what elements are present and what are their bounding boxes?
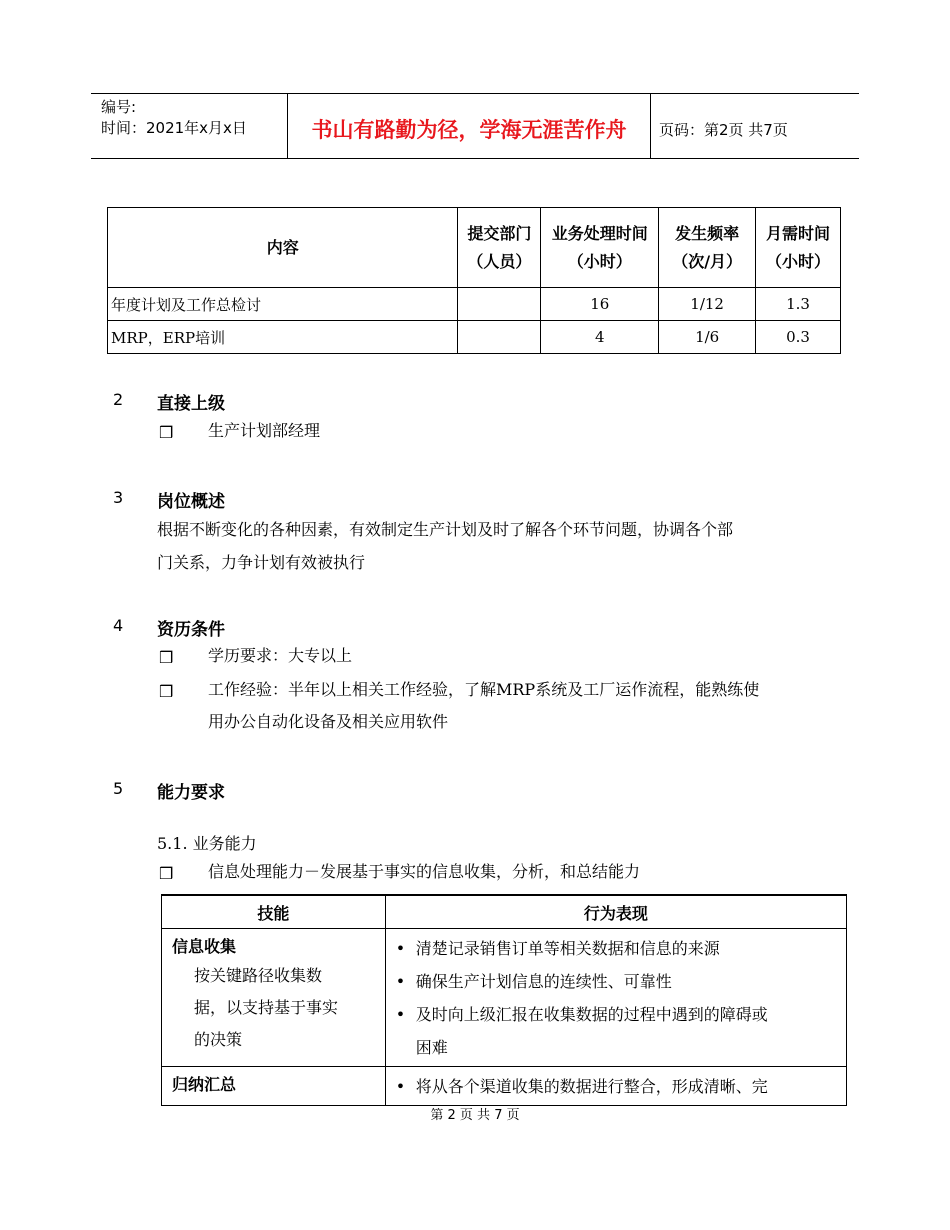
skill-description: 按关键路径收集数 据，以支持基于事实 的决策 [194,966,339,1049]
list-item: • 及时向上级汇报在收集数据的过程中遇到的障碍或 困难 [386,998,840,1064]
section-title-competency: 能力要求 [157,783,225,803]
qualification-experience: 工作经验：半年以上相关工作经验，了解MRP系统及工厂运作流程，能熟练使 用办公自动化设备及相关应用软件 [208,680,760,731]
list-item: • 确保生产计划信息的连续性、可靠性 [386,965,840,998]
cell-content: 年度计划及工作总检讨 [108,288,458,321]
col-header-time: 业务处理时间 （小时） [541,208,659,288]
col-header-skill: 技能 [162,895,386,929]
superior-item: 生产计划部经理 [208,421,321,440]
table-row [108,288,841,321]
header-divider [650,93,651,158]
skill-behavior-table [161,894,847,1106]
work-time-table [107,207,841,354]
col-header-content: 内容 [108,208,458,288]
cell-dept [458,288,541,321]
section-number: 2 [113,390,124,409]
table-header-row [108,208,841,288]
cell-time: 4 [541,321,659,354]
info-processing-item: 信息处理能力－发展基于事实的信息收集，分析，和总结能力 [208,862,641,881]
header-motto: 书山有路勤为径，学海无涯苦作舟 [311,118,627,142]
section-title-direct-superior: 直接上级 [157,394,225,414]
qualification-education: 学历要求：大专以上 [208,646,353,665]
behavior-cell [385,929,846,1067]
cell-monthly-time: 0.3 [756,321,841,354]
job-overview-text: 根据不断变化的各种因素，有效制定生产计划及时了解各个环节问题，协调各个部 门关系，力争计划有效被执行 [157,520,734,572]
col-header-behavior: 行为表现 [385,895,846,929]
list-item: • 将从各个渠道收集的数据进行整合，形成清晰、完 [386,1070,840,1103]
cell-monthly-time: 1.3 [756,288,841,321]
checkbox-icon: ❒ [159,648,174,667]
col-header-monthly-time: 月需时间 （小时） [756,208,841,288]
doc-time-label: 时间：2021年x月x日 [101,119,247,137]
page-footer: 第 2 页 共 7 页 [430,1108,520,1123]
page-number-label: 页码：第2页 共7页 [659,121,788,139]
bullet-icon: • [395,1077,406,1096]
cell-content: MRP，ERP培训 [108,321,458,354]
cell-dept [458,321,541,354]
checkbox-icon: ❒ [159,864,174,883]
list-item: • 清楚记录销售订单等相关数据和信息的来源 [386,932,840,965]
cell-frequency: 1/12 [659,288,756,321]
header-bottom-rule [91,158,859,159]
header-top-rule [91,93,859,94]
skill-title: 信息收集 [172,937,237,956]
skill-cell [162,1067,386,1106]
behavior-cell [385,1067,846,1106]
section-number: 5 [113,779,124,798]
col-header-dept: 提交部门 （人员） [458,208,541,288]
col-header-frequency: 发生频率 （次/月） [659,208,756,288]
skill-cell [162,929,386,1067]
cell-time: 16 [541,288,659,321]
section-title-job-overview: 岗位概述 [157,492,225,512]
doc-number-label: 编号: [101,98,137,116]
checkbox-icon: ❒ [159,423,174,442]
table-row [108,321,841,354]
bullet-icon: • [395,1005,406,1024]
checkbox-icon: ❒ [159,682,174,701]
table-row [162,929,847,1067]
bullet-icon: • [395,939,406,958]
subsection-title: 5.1. 业务能力 [157,834,257,853]
skill-title: 归纳汇总 [172,1075,237,1094]
cell-frequency: 1/6 [659,321,756,354]
section-title-qualifications: 资历条件 [157,620,225,640]
table-row [162,1067,847,1106]
section-number: 3 [113,488,124,507]
table-header-row [162,895,847,929]
bullet-icon: • [395,972,406,991]
section-number: 4 [113,616,124,635]
